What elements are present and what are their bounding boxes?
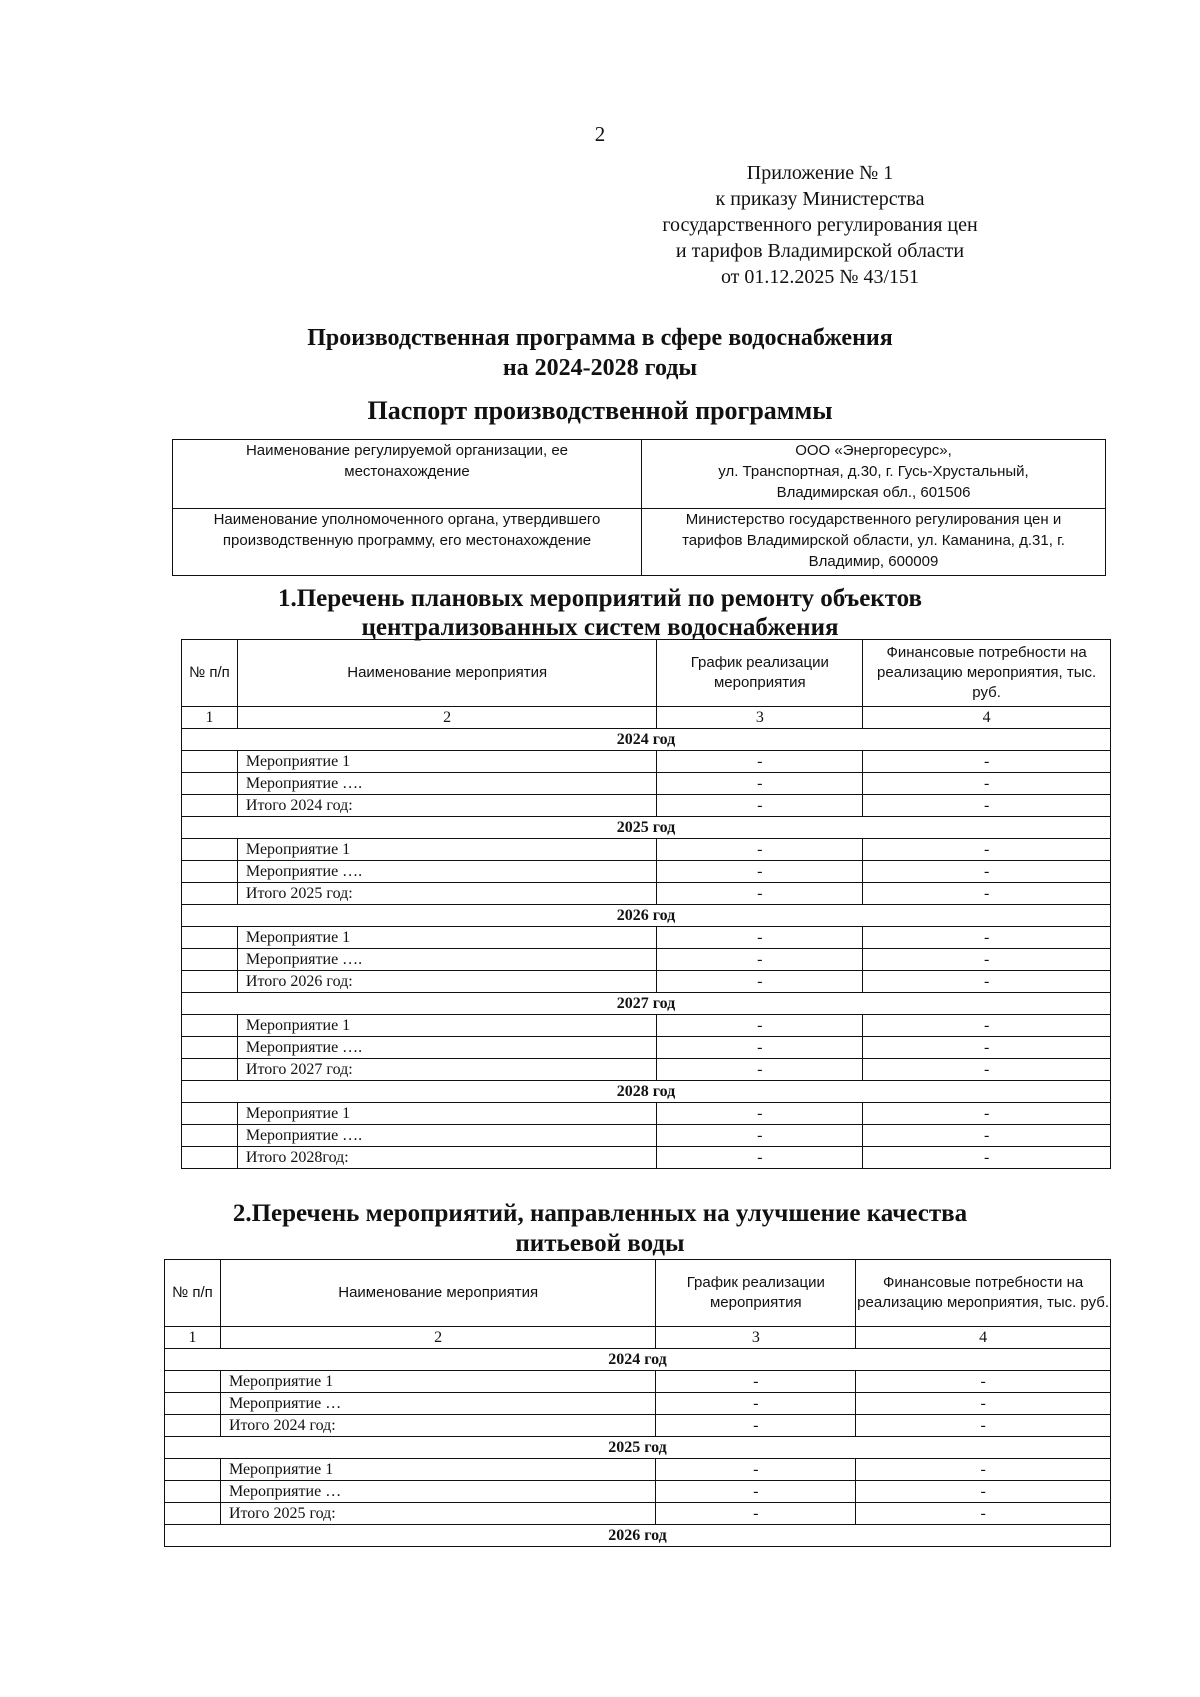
- year-row: [182, 817, 1111, 839]
- finance-cell: -: [863, 927, 1111, 949]
- row-number-cell: [182, 971, 238, 993]
- event-name-cell: Мероприятие …: [220, 1393, 655, 1415]
- year-row: [182, 729, 1111, 751]
- year-row: [182, 1081, 1111, 1103]
- schedule-cell: -: [657, 773, 863, 795]
- schedule-cell: -: [657, 883, 863, 905]
- column-header: Финансовые потребности на реализацию мероприятия, тыс. руб.: [863, 640, 1111, 707]
- passport-table: [172, 439, 1106, 576]
- row-number-cell: [182, 1125, 238, 1147]
- column-number: 2: [220, 1327, 655, 1349]
- finance-cell: -: [863, 861, 1111, 883]
- finance-cell: -: [863, 1059, 1111, 1081]
- finance-cell: -: [863, 839, 1111, 861]
- schedule-cell: -: [657, 949, 863, 971]
- section2-heading: 2.Перечень мероприятий, направленных на улучшение качества: [232, 1200, 968, 1227]
- table-header-row: [182, 640, 1111, 707]
- finance-cell: -: [863, 1125, 1111, 1147]
- schedule-cell: -: [656, 1459, 856, 1481]
- table-row: [182, 751, 1111, 773]
- column-number-row: [165, 1327, 1111, 1349]
- row-number-cell: [182, 927, 238, 949]
- event-name-cell: Мероприятие 1: [220, 1459, 655, 1481]
- finance-cell: -: [856, 1481, 1111, 1503]
- schedule-cell: -: [657, 1103, 863, 1125]
- row-number-cell: [182, 773, 238, 795]
- year-label: 2024 год: [182, 729, 1111, 751]
- table-row: [182, 1037, 1111, 1059]
- event-name-cell: Мероприятие 1: [237, 1103, 656, 1125]
- document-subtitle: на 2024-2028 годы: [502, 355, 698, 381]
- schedule-cell: -: [657, 751, 863, 773]
- column-number: 1: [165, 1327, 221, 1349]
- row-number-cell: [165, 1415, 221, 1437]
- row-number-cell: [182, 751, 238, 773]
- row-number-cell: [165, 1393, 221, 1415]
- table-header-row: [165, 1260, 1111, 1327]
- event-name-cell: Итого 2024 год:: [220, 1415, 655, 1437]
- year-row: [165, 1437, 1111, 1459]
- finance-cell: -: [863, 883, 1111, 905]
- passport-value: [642, 509, 1106, 576]
- event-name-cell: Мероприятие 1: [220, 1371, 655, 1393]
- table-row: [165, 1393, 1111, 1415]
- row-number-cell: [165, 1459, 221, 1481]
- column-number: 4: [856, 1327, 1111, 1349]
- section1-events-table: [181, 639, 1111, 1169]
- page-number: 2: [594, 122, 606, 146]
- column-number: 3: [656, 1327, 856, 1349]
- table-row: [182, 971, 1111, 993]
- finance-cell: -: [863, 1103, 1111, 1125]
- event-name-cell: Итого 2024 год:: [237, 795, 656, 817]
- section2-heading-line2: питьевой воды: [515, 1230, 685, 1257]
- row-number-cell: [182, 1059, 238, 1081]
- table-row: [182, 949, 1111, 971]
- table-row: [182, 773, 1111, 795]
- finance-cell: -: [856, 1459, 1111, 1481]
- table-row: [182, 1147, 1111, 1169]
- table-row: [165, 1503, 1111, 1525]
- column-number: 4: [863, 707, 1111, 729]
- event-name-cell: Мероприятие …: [220, 1481, 655, 1503]
- finance-cell: -: [863, 1015, 1111, 1037]
- schedule-cell: -: [657, 1059, 863, 1081]
- table-row: [165, 1481, 1111, 1503]
- schedule-cell: -: [656, 1371, 856, 1393]
- finance-cell: -: [863, 1037, 1111, 1059]
- row-number-cell: [165, 1371, 221, 1393]
- event-name-cell: Мероприятие ….: [237, 861, 656, 883]
- column-number: 1: [182, 707, 238, 729]
- column-number-row: [182, 707, 1111, 729]
- row-number-cell: [182, 949, 238, 971]
- table-row: [182, 1125, 1111, 1147]
- finance-cell: -: [856, 1503, 1111, 1525]
- appendix-line: государственного регулирования цен: [662, 214, 978, 236]
- finance-cell: -: [856, 1393, 1111, 1415]
- schedule-cell: -: [657, 1147, 863, 1169]
- passport-value-line: ООО «Энергоресурс»,: [795, 442, 952, 459]
- section2-events-table: [164, 1259, 1111, 1547]
- event-name-cell: Итого 2027 год:: [237, 1059, 656, 1081]
- passport-row: [173, 440, 1106, 509]
- row-number-cell: [182, 1037, 238, 1059]
- table-row: [165, 1415, 1111, 1437]
- passport-value-line: Владимирская обл., 601506: [776, 484, 971, 501]
- section1-heading: 1.Перечень плановых мероприятий по ремонту объектов: [277, 585, 923, 612]
- row-number-cell: [182, 839, 238, 861]
- event-name-cell: Мероприятие ….: [237, 1125, 656, 1147]
- schedule-cell: -: [657, 1125, 863, 1147]
- table-row: [165, 1459, 1111, 1481]
- table-row: [182, 1059, 1111, 1081]
- column-header: № п/п: [182, 640, 238, 707]
- appendix-line: и тарифов Владимирской области: [675, 240, 965, 262]
- row-number-cell: [182, 1015, 238, 1037]
- row-number-cell: [182, 861, 238, 883]
- schedule-cell: -: [657, 927, 863, 949]
- document-title: Производственная программа в сфере водоснабжения: [307, 325, 893, 351]
- table-row: [182, 927, 1111, 949]
- schedule-cell: -: [656, 1415, 856, 1437]
- year-label: 2028 год: [182, 1081, 1111, 1103]
- row-number-cell: [182, 1147, 238, 1169]
- schedule-cell: -: [657, 861, 863, 883]
- year-row: [182, 905, 1111, 927]
- event-name-cell: Мероприятие ….: [237, 1037, 656, 1059]
- event-name-cell: Итого 2025 год:: [237, 883, 656, 905]
- table-row: [182, 861, 1111, 883]
- row-number-cell: [182, 883, 238, 905]
- year-label: 2025 год: [165, 1437, 1111, 1459]
- appendix-line: Приложение № 1: [746, 162, 894, 184]
- column-header: График реализации мероприятия: [656, 1260, 856, 1327]
- appendix-line: к приказу Министерства: [715, 188, 925, 210]
- appendix-line: от 01.12.2025 № 43/151: [720, 266, 920, 288]
- finance-cell: -: [863, 751, 1111, 773]
- row-number-cell: [182, 795, 238, 817]
- year-label: 2024 год: [165, 1349, 1111, 1371]
- finance-cell: -: [863, 773, 1111, 795]
- table-row: [182, 1103, 1111, 1125]
- event-name-cell: Мероприятие ….: [237, 949, 656, 971]
- section1-heading-line2: централизованных систем водоснабжения: [361, 614, 839, 641]
- event-name-cell: Итого 2026 год:: [237, 971, 656, 993]
- schedule-cell: -: [656, 1393, 856, 1415]
- finance-cell: -: [856, 1415, 1111, 1437]
- column-header: № п/п: [165, 1260, 221, 1327]
- passport-value: [642, 440, 1106, 509]
- table-row: [182, 883, 1111, 905]
- event-name-cell: Итого 2025 год:: [220, 1503, 655, 1525]
- row-number-cell: [182, 1103, 238, 1125]
- row-number-cell: [165, 1503, 221, 1525]
- event-name-cell: Мероприятие 1: [237, 839, 656, 861]
- schedule-cell: -: [657, 1015, 863, 1037]
- column-number: 3: [657, 707, 863, 729]
- year-label: 2026 год: [182, 905, 1111, 927]
- column-header: Финансовые потребности на реализацию мероприятия, тыс. руб.: [856, 1260, 1111, 1327]
- schedule-cell: -: [657, 839, 863, 861]
- year-label: 2026 год: [165, 1525, 1111, 1547]
- table-row: [182, 795, 1111, 817]
- passport-value-line: Владимир, 600009: [808, 553, 939, 570]
- event-name-cell: Мероприятие ….: [237, 773, 656, 795]
- event-name-cell: Мероприятие 1: [237, 927, 656, 949]
- column-header: График реализации мероприятия: [657, 640, 863, 707]
- passport-value-line: тарифов Владимирской области, ул. Каманина, д.31, г.: [682, 532, 1065, 549]
- table-row: [182, 839, 1111, 861]
- year-label: 2027 год: [182, 993, 1111, 1015]
- schedule-cell: -: [656, 1481, 856, 1503]
- passport-label: Наименование уполномоченного органа, утвердившего производственную программу, его местонахождение: [173, 509, 642, 576]
- finance-cell: -: [863, 795, 1111, 817]
- schedule-cell: -: [656, 1503, 856, 1525]
- table-row: [165, 1371, 1111, 1393]
- passport-label: Наименование регулируемой организации, ее местонахождение: [173, 440, 642, 509]
- row-number-cell: [165, 1481, 221, 1503]
- event-name-cell: Мероприятие 1: [237, 1015, 656, 1037]
- year-row: [182, 993, 1111, 1015]
- appendix-header: [620, 160, 1020, 290]
- year-label: 2025 год: [182, 817, 1111, 839]
- schedule-cell: -: [657, 971, 863, 993]
- passport-heading: Паспорт производственной программы: [367, 396, 833, 425]
- column-header: Наименование мероприятия: [237, 640, 656, 707]
- column-header: Наименование мероприятия: [220, 1260, 655, 1327]
- schedule-cell: -: [657, 1037, 863, 1059]
- finance-cell: -: [863, 1147, 1111, 1169]
- passport-row: [173, 509, 1106, 576]
- year-row: [165, 1349, 1111, 1371]
- column-number: 2: [237, 707, 656, 729]
- table-row: [182, 1015, 1111, 1037]
- event-name-cell: Итого 2028год:: [237, 1147, 656, 1169]
- passport-value-line: ул. Транспортная, д.30, г. Гусь-Хрустальный,: [718, 463, 1029, 480]
- year-row: [165, 1525, 1111, 1547]
- finance-cell: -: [863, 949, 1111, 971]
- finance-cell: -: [856, 1371, 1111, 1393]
- finance-cell: -: [863, 971, 1111, 993]
- event-name-cell: Мероприятие 1: [237, 751, 656, 773]
- schedule-cell: -: [657, 795, 863, 817]
- passport-value-line: Министерство государственного регулирования цен и: [685, 511, 1062, 528]
